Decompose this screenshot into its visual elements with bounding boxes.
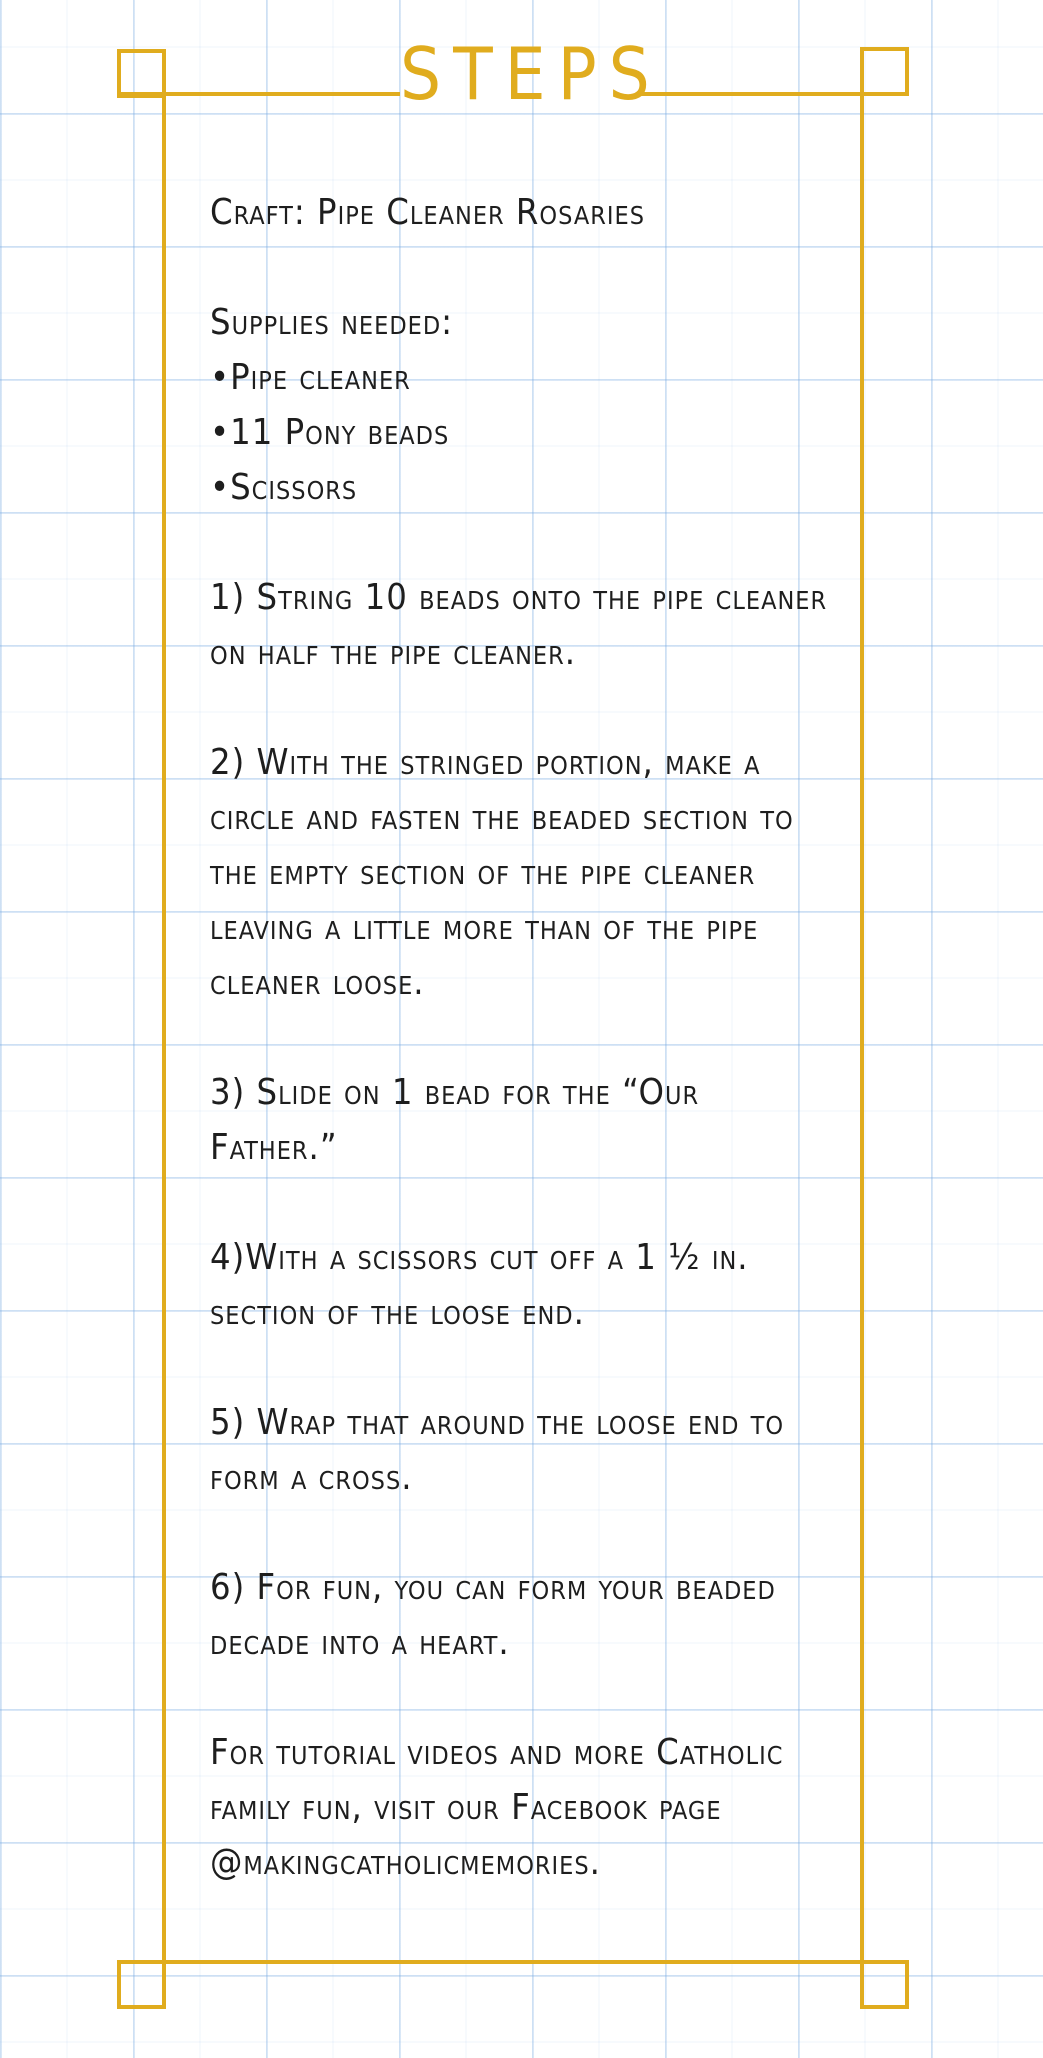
step-4: 4)With a scissors cut off a 1 ½ in. section of the loose end. — [210, 1237, 749, 1333]
step-2: 2) With the stringed portion, make a circle and fasten the beaded section to the empty section of the pipe cleaner leaving a little more than of the pipe cleaner loose. — [210, 742, 794, 1003]
corner-box-top-right — [862, 49, 907, 94]
footer-text: For tutorial videos and more Catholic family fun, visit our Facebook page @makingcatholicmemories. — [210, 1732, 784, 1883]
page-title: STEPS — [400, 32, 662, 116]
step-1: 1) String 10 beads onto the pipe cleaner on half the pipe cleaner. — [210, 577, 828, 673]
supply-item: • Scissors — [210, 460, 830, 515]
step-3: 3) Slide on 1 bead for the “Our Father.” — [210, 1072, 700, 1168]
supply-item: • 11 Pony beads — [210, 405, 830, 460]
corner-box-bottom-left — [119, 1962, 164, 2007]
supply-item: • Pipe cleaner — [210, 350, 830, 405]
corner-box-bottom-right — [862, 1962, 907, 2007]
supplies-heading: Supplies needed: — [210, 302, 454, 343]
supplies-list — [210, 350, 830, 515]
corner-box-top-left — [119, 51, 164, 96]
step-6: 6) For fun, you can form your beaded decade into a heart. — [210, 1567, 776, 1663]
step-5: 5) Wrap that around the loose end to form a cross. — [210, 1402, 785, 1498]
craft-title: Craft: Pipe Cleaner Rosaries — [210, 192, 646, 233]
instructions-body — [210, 185, 830, 1890]
